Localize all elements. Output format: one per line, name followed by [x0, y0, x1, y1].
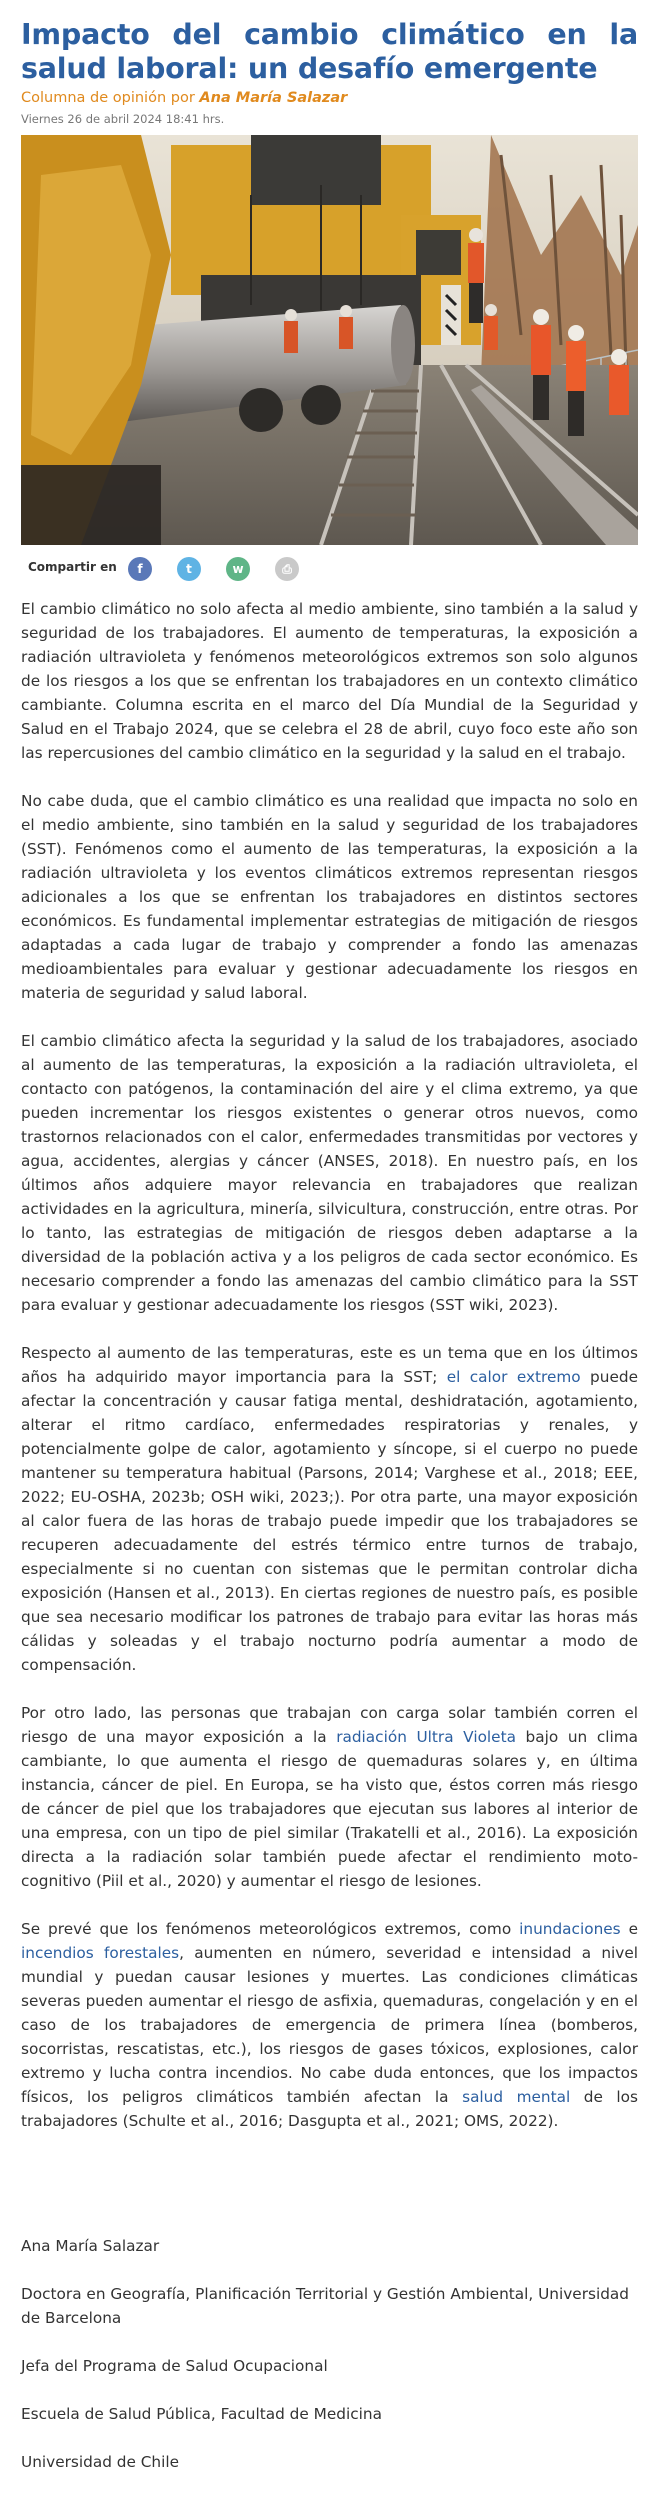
signature-school: Escuela de Salud Pública, Facultad de Medicina [21, 2405, 382, 2423]
signature-degree: Doctora en Geografía, Planificación Territorial y Gestión Ambiental, Universidad de Barcelona [21, 2285, 630, 2327]
facebook-icon: f [137, 562, 143, 576]
text: puede afectar la concentración y causar fatiga mental, deshidratación, agotamiento, alterar el ritmo cardíaco, enfermedades respiratorias y renales, y potencialmente golpe de calor, agotamiento y síncope, si el cuerpo no puede mantener su temperatura habitual (Parsons, 2014; Varghese et al., 2018; EEE, 2022; EU-OSHA, 2023b; OSH wiki, 2023;). Por otra parte, una mayor exposición al calor fuera de las horas de trabajo puede impedir que los trabajadores se recuperen adecuadamente del estrés térmico entre turnos de trabajo, especialmente si no cuentan con sistemas que le permitan controlar dicha exposición (Hansen et al., 2013). En ciertas regiones de nuestro país, es posible que sea necesario modificar los patrones de trabajo para evitar las horas más cálidas y soleadas y el trabajo nocturno podría aumentar a modo de compensación. [21, 1368, 638, 1674]
text: , aumenten en número, severidad e intensidad a nivel mundial y puedan causar lesiones y muertes. Las condiciones climáticas severas pueden aumentar el riesgo de asfixia, quemaduras, congelación y en el caso de los trabajadores de emergencia de primera línea (bomberos, socorristas, rescatistas, etc.), los riesgos de gases tóxicos, explosiones, calor extremo y lucha contra incendios. No cabe duda entonces, que los impactos físicos, los peligros climáticos también afectan la [21, 1944, 638, 2106]
paragraph [21, 1917, 638, 2133]
share-bar [21, 553, 638, 583]
extreme-heat-link[interactable]: el calor extremo [446, 1368, 581, 1386]
signature-name: Ana María Salazar [21, 2237, 160, 2255]
byline-prefix: Columna de opinión por [21, 90, 200, 106]
whatsapp-icon: w [232, 562, 244, 576]
text: e [620, 1920, 638, 1938]
text: bajo un clima cambiante, lo que aumenta el riesgo de quemaduras solares y, en última instancia, cáncer de piel. En Europa, se ha visto que, éstos corren más riesgo de cáncer de piel que los trabajadores que ejecutan sus labores al interior de una empresa, con un tipo de piel similar (Trakatelli et al., 2016). La exposición directa a la radiación solar también puede afectar el rendimiento moto-cognitivo (Piil et al., 2020) y aumentar el riesgo de lesiones. [21, 1728, 639, 1890]
author-signature [21, 2234, 638, 2498]
publish-date: Viernes 26 de abril 2024 18:41 hrs. [21, 112, 225, 126]
whatsapp-share-button[interactable] [226, 557, 250, 581]
twitter-icon: t [186, 562, 192, 576]
text: Respecto al aumento de las temperaturas, este es un tema que en los últimos años ha adquirido mayor importancia para la SST; [21, 1344, 638, 1386]
signature-role: Jefa del Programa de Salud Ocupacional [21, 2357, 328, 2375]
print-icon: ⎙ [282, 562, 292, 576]
signature-university: Universidad de Chile [21, 2453, 180, 2471]
uv-radiation-link[interactable]: radiación Ultra Violeta [336, 1728, 516, 1746]
paragraph: El cambio climático no solo afecta al medio ambiente, sino también a la salud y seguridad de los trabajadores. El aumento de temperaturas, la exposición a radiación ultravioleta y fenómenos meteorológicos extremos son solo algunos de los riesgos a los que se enfrentan los trabajadores en un contexto climático cambiante. Columna escrita en el marco del Día Mundial de la Seguridad y Salud en el Trabajo 2024, que se celebra el 28 de abril, cuyo foco este año son las repercusiones del cambio climático en la seguridad y la salud en el trabajo. [21, 600, 638, 762]
railway-workers-illustration [21, 135, 638, 545]
facebook-share-button[interactable] [128, 557, 152, 581]
text: Por otro lado, las personas que trabajan con carga solar también corren el riesgo de una mayor exposición a la [21, 1704, 638, 1746]
twitter-share-button[interactable] [177, 557, 201, 581]
paragraph [21, 1701, 638, 1893]
byline [21, 89, 638, 108]
paragraph: El cambio climático afecta la seguridad y la salud de los trabajadores, asociado al aumento de las temperaturas, la exposición a la radiación ultravioleta, el contacto con patógenos, la contaminación del aire y el clima extremo, ya que pueden incrementar los riesgos existentes o generar otros nuevos, como trastornos relacionados con el calor, enfermedades transmitidas por vectores y agua, accidentes, alergias y cáncer (ANSES, 2018). En nuestro país, en los últimos años adquiere mayor relevancia en trabajadores que realizan actividades en la agricultura, minería, silvicultura, construcción, entre otras. Por lo tanto, las estrategias de mitigación de riesgos deben adaptarse a la diversidad de la población activa y a los peligros de cada sector económico. Es necesario comprender a fondo las amenazas del cambio climático para la SST para evaluar y gestionar adecuadamente los riesgos (SST wiki, 2023). [21, 1032, 638, 1314]
print-button[interactable] [275, 557, 299, 581]
article-body [21, 597, 638, 2157]
share-label: Compartir en [28, 560, 117, 574]
paragraph [21, 1341, 638, 1677]
hero-photo [21, 135, 638, 545]
forest-fires-link[interactable]: incendios forestales [21, 1944, 180, 1962]
paragraph: No cabe duda, que el cambio climático es una realidad que impacta no solo en el medio ambiente, sino también en la salud y seguridad de los trabajadores (SST). Fenómenos como el aumento de las temperaturas, la exposición a la radiación ultravioleta y los eventos climáticos extremos representan riesgos adicionales a los que se enfrentan los trabajadores en distintos sectores económicos. Es fundamental implementar estrategias de mitigación de riesgos adaptadas a cada lugar de trabajo y comprender a fondo las amenazas medioambientales para evaluar y gestionar adecuadamente los riesgos en materia de seguridad y salud laboral. [21, 792, 638, 1002]
text: Se prevé que los fenómenos meteorológicos extremos, como [21, 1920, 520, 1938]
floods-link[interactable]: inundaciones [519, 1920, 621, 1938]
author-link[interactable]: Ana María Salazar [199, 90, 348, 106]
mental-health-link[interactable]: salud mental [462, 2088, 571, 2106]
text: de los trabajadores (Schulte et al., 2016; Dasgupta et al., 2021; OMS, 2022). [21, 2088, 638, 2130]
article-title: Impacto del cambio climático en la salud laboral: un desafío emergente [21, 18, 638, 85]
